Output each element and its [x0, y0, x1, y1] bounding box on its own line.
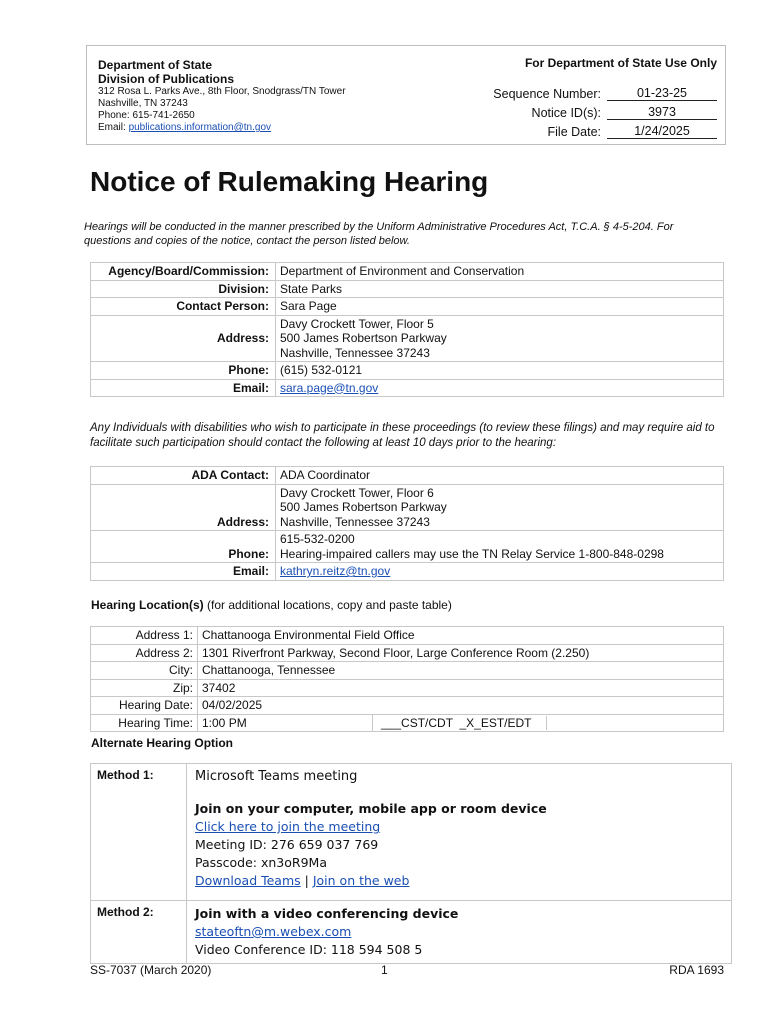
method1-content: [187, 764, 732, 901]
publisher-block: [98, 58, 346, 134]
passcode: Passcode: xn3oR9Ma: [195, 855, 327, 870]
location-heading: [91, 598, 452, 612]
hearing-date-value: 04/02/2025: [198, 697, 724, 715]
teams-join-heading: [195, 800, 723, 818]
ada-address-line3: Nashville, Tennessee 37243: [280, 514, 430, 529]
table-row: [91, 901, 732, 964]
publisher-city: Nashville, TN 37243: [98, 98, 188, 109]
table-row: [91, 484, 724, 531]
footer-rda: RDA 1693: [669, 963, 724, 977]
ada-address-line1: Davy Crockett Tower, Floor 6: [280, 485, 434, 500]
table-row: [91, 563, 724, 581]
ada-contact-value: ADA Coordinator: [276, 467, 724, 485]
webex-link-line: [195, 923, 723, 941]
ada-email-link[interactable]: kathryn.reitz@tn.gov: [280, 564, 391, 578]
footer-form-number: SS-7037 (March 2020): [90, 963, 212, 977]
office-use-block: [457, 56, 717, 139]
address1-value: Chattanooga Environmental Field Office: [198, 627, 724, 645]
file-date-label: File Date:: [547, 125, 601, 139]
video-join-heading: [195, 905, 723, 923]
teams-title: Microsoft Teams meeting: [195, 769, 358, 784]
header-box: [86, 45, 726, 145]
publisher-address: 312 Rosa L. Parks Ave., 8th Floor, Snodgrass/TN Tower: [98, 86, 346, 97]
ada-email-label: Email:: [91, 563, 276, 581]
join-web-link[interactable]: Join on the web: [312, 873, 410, 888]
method2-content: [187, 901, 732, 964]
ada-phone-label: Phone:: [91, 531, 276, 563]
table-row: [91, 280, 724, 298]
method2-label: Method 2:: [91, 901, 187, 964]
table-row: [91, 362, 724, 380]
meeting-id: Meeting ID: 276 659 037 769: [195, 837, 379, 852]
sequence-row: [457, 82, 717, 101]
phone-value: (615) 532-0121: [276, 362, 724, 380]
hearing-date-label: Hearing Date:: [91, 697, 198, 715]
webex-email-link[interactable]: stateoftn@m.webex.com: [195, 924, 352, 939]
address2-value: 1301 Riverfront Parkway, Second Floor, Large Conference Room (2.250): [198, 644, 724, 662]
table-row: [91, 714, 724, 732]
hearing-time-value: 1:00 PM: [198, 714, 373, 732]
agency-value: Department of Environment and Conservation: [276, 263, 724, 281]
address-label: Address:: [91, 315, 276, 362]
hearing-time-label: Hearing Time:: [91, 714, 198, 732]
file-date-row: [457, 120, 717, 139]
video-conference-id: Video Conference ID: 118 594 508 5: [195, 942, 423, 957]
ada-address-line2: 500 James Robertson Parkway: [280, 500, 447, 514]
link-separator: |: [300, 873, 313, 888]
zip-label: Zip:: [91, 679, 198, 697]
timezone-value: [373, 714, 724, 732]
ada-phone-line1: 615-532-0200: [280, 532, 355, 546]
location-heading-note: (for additional locations, copy and paste table): [203, 598, 452, 612]
timezone-text: ___CST/CDT _X_EST/EDT: [381, 716, 547, 731]
join-meeting-link[interactable]: Click here to join the meeting: [195, 819, 381, 834]
address-line3: Nashville, Tennessee 37243: [280, 345, 430, 360]
ada-phone-line2: Hearing-impaired callers may use the TN Relay Service 1-800-848-0298: [280, 546, 664, 561]
ada-email-cell: [276, 563, 724, 581]
location-table: [90, 626, 724, 732]
video-join-text: Join with a video conferencing device: [195, 906, 459, 921]
table-row: [91, 697, 724, 715]
sequence-value: 01-23-25: [607, 86, 717, 101]
table-row: [91, 467, 724, 485]
table-row: [91, 531, 724, 563]
page-title: Notice of Rulemaking Hearing: [90, 166, 489, 197]
publisher-email-line: [98, 122, 346, 134]
alternate-heading: Alternate Hearing Option: [91, 736, 234, 750]
address-line1: Davy Crockett Tower, Floor 5: [280, 316, 434, 331]
table-row: [91, 764, 732, 901]
table-row: [91, 315, 724, 362]
ada-contact-label: ADA Contact:: [91, 467, 276, 485]
ada-address-value: [276, 484, 724, 531]
location-heading-bold: Hearing Location(s): [91, 598, 204, 612]
address2-label: Address 2:: [91, 644, 198, 662]
contact-value: Sara Page: [276, 298, 724, 316]
org-line2: Division of Publications: [98, 72, 235, 86]
sequence-label: Sequence Number:: [493, 87, 601, 101]
office-use-heading: For Department of State Use Only: [524, 56, 717, 70]
file-date-value: 1/24/2025: [607, 124, 717, 139]
notice-label: Notice ID(s):: [531, 106, 601, 120]
notice-value: 3973: [607, 105, 717, 120]
teams-link-line: [195, 818, 723, 836]
email-label: Email:: [91, 379, 276, 397]
ada-note: Any Individuals with disabilities who wish to participate in these proceedings (to review these filings) and may require aid to facilitate such participation should contact the following at least 10 days prior to the hearing:: [90, 422, 715, 449]
table-row: [91, 662, 724, 680]
table-row: [91, 644, 724, 662]
address-line2: 500 James Robertson Parkway: [280, 331, 447, 345]
address-value: [276, 315, 724, 362]
address1-label: Address 1:: [91, 627, 198, 645]
contact-email-link[interactable]: sara.page@tn.gov: [280, 380, 379, 395]
agency-label: Agency/Board/Commission:: [91, 263, 276, 281]
org-line1: Department of State: [98, 58, 213, 72]
agency-table: [90, 262, 724, 397]
notice-row: [457, 101, 717, 120]
city-label: City:: [91, 662, 198, 680]
division-value: State Parks: [276, 280, 724, 298]
table-row: [91, 263, 724, 281]
contact-label: Contact Person:: [91, 298, 276, 316]
zip-value: 37402: [198, 679, 724, 697]
teams-join-text: Join on your computer, mobile app or room device: [195, 801, 547, 816]
email-cell: [276, 379, 724, 397]
publisher-phone: Phone: 615-741-2650: [98, 110, 195, 121]
phone-label: Phone:: [91, 362, 276, 380]
table-row: [91, 379, 724, 397]
email-prefix: Email:: [98, 122, 129, 133]
division-label: Division:: [91, 280, 276, 298]
footer-page-number: 1: [381, 963, 388, 977]
table-row: [91, 298, 724, 316]
table-row: [91, 627, 724, 645]
intro-text: Hearings will be conducted in the manner prescribed by the Uniform Administrative Procedures Act, T.C.A. § 4-5-204. For questions and copies of the notice, contact the person listed below.: [84, 221, 674, 247]
method1-label: Method 1:: [91, 764, 187, 901]
teams-download-line: [195, 872, 723, 890]
ada-address-label: Address:: [91, 484, 276, 531]
ada-phone-value: [276, 531, 724, 563]
publisher-email-link[interactable]: publications.information@tn.gov: [128, 122, 272, 133]
ada-table: [90, 466, 724, 581]
alternate-table: [90, 763, 732, 964]
table-row: [91, 679, 724, 697]
city-value: Chattanooga, Tennessee: [198, 662, 724, 680]
download-teams-link[interactable]: Download Teams: [195, 873, 301, 888]
